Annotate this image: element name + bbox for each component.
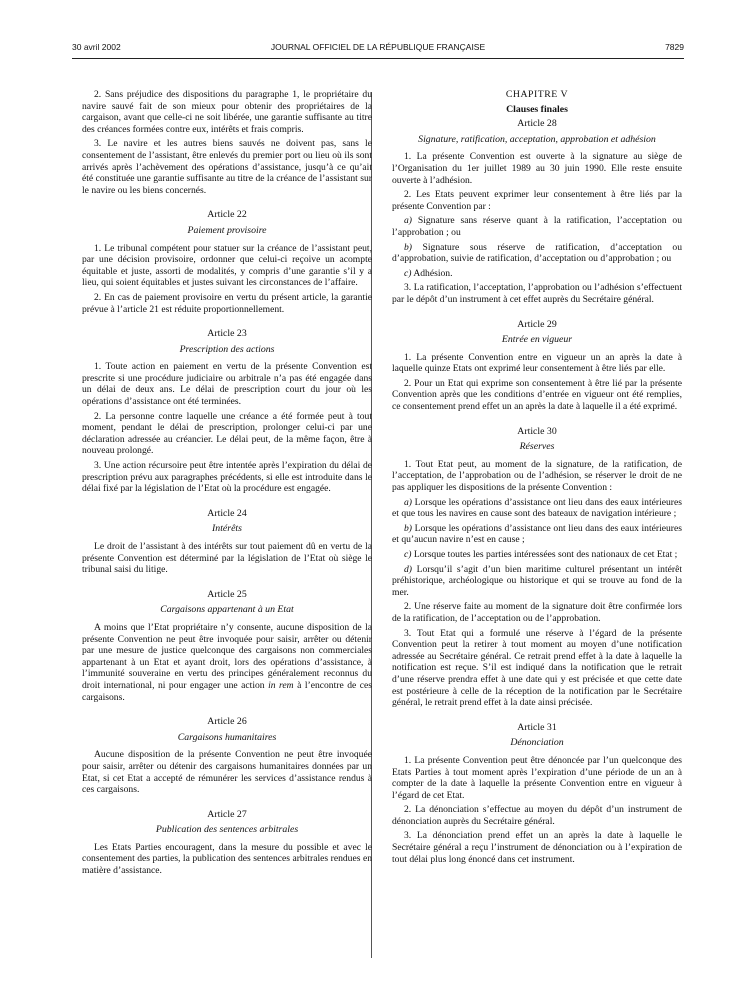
article-heading: Article 29 <box>517 318 557 330</box>
paragraph: 2. En cas de paiement provisoire en vertu du présent article, la garantie prévue à l’article 21 est réduite proportionnellement. <box>82 291 372 315</box>
paragraph: 3. Tout Etat qui a formulé une réserve à l’égard de la présente Convention peut la retirer à tout moment au moyen d’une notification adressée au Secrétaire général. Ce retrait prend effet à la date à laquelle la notification est reçue. S’il est indiqué dans la notification que le retrait d’une réserve prendra effet à une date qui y est précisée et que cette date est postérieure à celle de la réception de la notification par le Secrétaire général, le retrait prend effet à la date ainsi précisée. <box>392 627 682 709</box>
paragraph: Le droit de l’assistant à des intérêts sur tout paiement dû en vertu de la présente Convention est déterminé par la législation de l’Etat où siège le tribunal saisi du litige. <box>82 541 372 576</box>
list-text: Signature sans réserve quant à la ratification, l’acceptation ou l’approbation ; ou <box>392 215 682 238</box>
list-text: Lorsque toutes les parties intéressées sont des nationaux de cet Etat ; <box>411 549 678 560</box>
page-header <box>72 40 684 58</box>
article-title: Prescription des actions <box>179 343 275 355</box>
article-title: Intérêts <box>212 523 242 535</box>
list-text: Lorsqu’il s’agit d’un bien maritime culturel présentant un intérêt préhistorique, archéologique ou historique et qui se trouve au fond de la mer. <box>392 563 682 598</box>
article-title: Cargaisons appartenant à un Etat <box>160 604 294 616</box>
article-title: Publication des sentences arbitrales <box>155 824 299 836</box>
list-marker: a) <box>404 215 412 227</box>
article-heading: Article 31 <box>517 721 557 733</box>
paragraph: Aucune disposition de la présente Convention ne peut être invoquée pour saisir, arrêter ou détenir des cargaisons humanitaires données par un Etat, si cet Etat a accepté de rémunérer les services d’assistance rendus à ces cargaisons. <box>82 749 372 796</box>
article-title: Dénonciation <box>510 737 564 749</box>
paragraph: 1. Tout Etat peut, au moment de la signature, de la ratification, de l’acceptation, de l’approbation ou de l’adhésion, se réserver le droit de ne pas appliquer les dispositions de la présente Convention : <box>392 458 682 494</box>
article-heading: Article 22 <box>207 209 247 221</box>
paragraph: 2. La dénonciation s’effectue au moyen du dépôt d’un instrument de dénonciation auprès du Secrétaire général. <box>392 804 682 827</box>
paragraph: 1. La présente Convention peut être dénoncée par l’un quelconque des Etats Parties à tout moment après l’expiration d’une période de un an à compter de la date à laquelle la présente Convention entre en vigueur à l’égard de cet Etat. <box>392 754 682 801</box>
article-heading: Article 25 <box>207 588 247 600</box>
paragraph: 3. La ratification, l’acceptation, l’approbation ou l’adhésion s’effectuent par le dépôt d’un instrument à cet effet auprès du Secrétaire général. <box>392 282 682 305</box>
paragraph: 2. Sans préjudice des dispositions du paragraphe 1, le propriétaire du navire sauvé fait de son mieux pour obtenir des propriétaires de la cargaison, avant que celle-ci ne soit libérée, une garantie suffisante au titre des créances formées contre eux, intérêts et frais compris. <box>82 89 372 135</box>
list-item <box>392 215 682 238</box>
list-marker: d) <box>404 563 412 575</box>
paragraph: 3. La dénonciation prend effet un an après la date à laquelle le Secrétaire général a reçu l’instrument de dénonciation ou à l’expiration de tout délai plus long énoncé dans cet instrument. <box>392 830 682 865</box>
page-number: 7829 <box>665 42 684 52</box>
article-title: Entrée en vigueur <box>501 334 573 346</box>
paragraph <box>82 622 372 703</box>
article-title: Cargaisons humanitaires <box>177 731 277 743</box>
article-title: Paiement provisoire <box>187 224 267 236</box>
paragraph: 1. Toute action en paiement en vertu de la présente Convention est prescrite si une procédure judiciaire ou arbitrale n’a pas été engagée dans un délai de deux ans. Le délai de prescription court du jour où les opérations d’assistance ont été terminées. <box>82 361 372 408</box>
article-heading: Article 28 <box>517 118 557 130</box>
article-heading: Article 30 <box>517 425 557 437</box>
paragraph: Les Etats Parties encouragent, dans la mesure du possible et avec le consentement des parties, la publication des sentences arbitrales rendues en matière d’assistance. <box>82 841 372 877</box>
left-column <box>82 89 372 880</box>
journal-title: JOURNAL OFFICIEL DE LA RÉPUBLIQUE FRANÇAISE <box>270 42 486 52</box>
list-item <box>392 549 682 561</box>
list-item <box>392 497 682 520</box>
paragraph: 3. Le navire et les autres biens sauvés ne doivent pas, sans le consentement de l’assistant, être enlevés du premier port ou lieu où ils sont arrivés après l’achèvement des opérations d’assistance, jusqu’à ce qu’ait été constituée une garantie suffisante au titre de la créance de l’assistant sur le navire ou les biens concernés. <box>82 138 372 196</box>
list-text: Lorsque les opérations d’assistance ont lieu dans des eaux intérieures et que tous les navires en cause sont des bateaux de navigation intérieure ; <box>392 496 682 520</box>
paragraph: 2. La personne contre laquelle une créance a été formée peut à tout moment, pendant le délai de prescription, prolonger celui-ci par une déclaration adressée au créancier. Le délai peut, de la même façon, être à nouveau prolongé. <box>82 410 372 457</box>
header-rule <box>72 58 684 59</box>
text-run: A moins que l’Etat propriétaire n’y consente, aucune disposition de la présente Convention ne peut être invoquée pour saisir, arrêter ou détenir par une mesure de justice quelconque des cargaisons non commerciales appartenant à un Etat et ayant droit, lors des opérations d’assistance, à l’immunité souveraine en vertu des principes généralement reconnus du droit international, ni pour engager une action <box>82 621 372 691</box>
list-text: Adhésion. <box>411 267 453 279</box>
list-text: Signature sous réserve de ratification, d’acceptation ou d’approbation, suivie de ratification, d’acceptation ou d’approbation ; ou <box>392 241 682 265</box>
paragraph: 1. La présente Convention entre en vigueur un an après la date à laquelle quinze Etats ont exprimé leur consentement à être liés par elle. <box>392 351 682 375</box>
list-marker: a) <box>404 496 412 508</box>
list-text: Lorsque les opérations d’assistance ont lieu dans des eaux intérieures et qu’aucun navire n’est en cause ; <box>392 522 682 546</box>
paragraph: 2. Une réserve faite au moment de la signature doit être confirmée lors de la ratification, de l’acceptation ou de l’approbation. <box>392 601 682 624</box>
list-marker: c) <box>404 549 412 560</box>
chapter-heading: CHAPITRE V <box>505 89 569 100</box>
article-title: Signature, ratification, acceptation, approbation et adhésion <box>418 133 656 145</box>
right-column <box>392 89 682 868</box>
article-heading: Article 26 <box>207 716 247 728</box>
list-marker: b) <box>404 241 412 253</box>
paragraph: 1. La présente Convention est ouverte à la signature au siège de l’Organisation du 1er juillet 1989 au 30 juin 1990. Elle reste ensuite ouverte à l’adhésion. <box>392 151 682 186</box>
list-item <box>392 242 682 265</box>
latin-term: in rem <box>268 679 294 691</box>
paragraph: 2. Les Etats peuvent exprimer leur consentement à être liés par la présente Convention par : <box>392 189 682 212</box>
paragraph: 1. Le tribunal compétent pour statuer sur la créance de l’assistant peut, par une décision provisoire, ordonner que celui-ci reçoive un acompte équitable et juste, assorti de modalités, y compris d’une garantie s’il y a lieu, qui soient équitables et justes suivant les circonstances de l’affaire. <box>82 242 372 289</box>
header-date: 30 avril 2002 <box>72 42 121 52</box>
chapter-title: Clauses finales <box>506 103 568 115</box>
text-run: à l’encontre de ces cargaisons. <box>82 679 372 703</box>
list-marker: c) <box>404 267 412 279</box>
paragraph: 2. Pour un Etat qui exprime son consentement à être lié par la présente Convention après que les conditions d’entrée en vigueur ont été remplies, ce consentement prend effet un an après la date à laquelle il a été exprimé. <box>392 377 682 413</box>
list-item <box>392 523 682 546</box>
article-heading: Article 27 <box>207 808 247 820</box>
article-title: Réserves <box>519 441 555 453</box>
article-heading: Article 24 <box>207 507 247 519</box>
article-heading: Article 23 <box>207 328 247 340</box>
paragraph: 3. Une action récursoire peut être intentée après l’expiration du délai de prescription prévu aux paragraphes précédents, si elle est introduite dans le délai fixé par la législation de l’Etat où la procédure est engagée. <box>82 460 372 495</box>
list-item <box>392 268 682 280</box>
list-item <box>392 564 682 599</box>
list-marker: b) <box>404 522 412 534</box>
